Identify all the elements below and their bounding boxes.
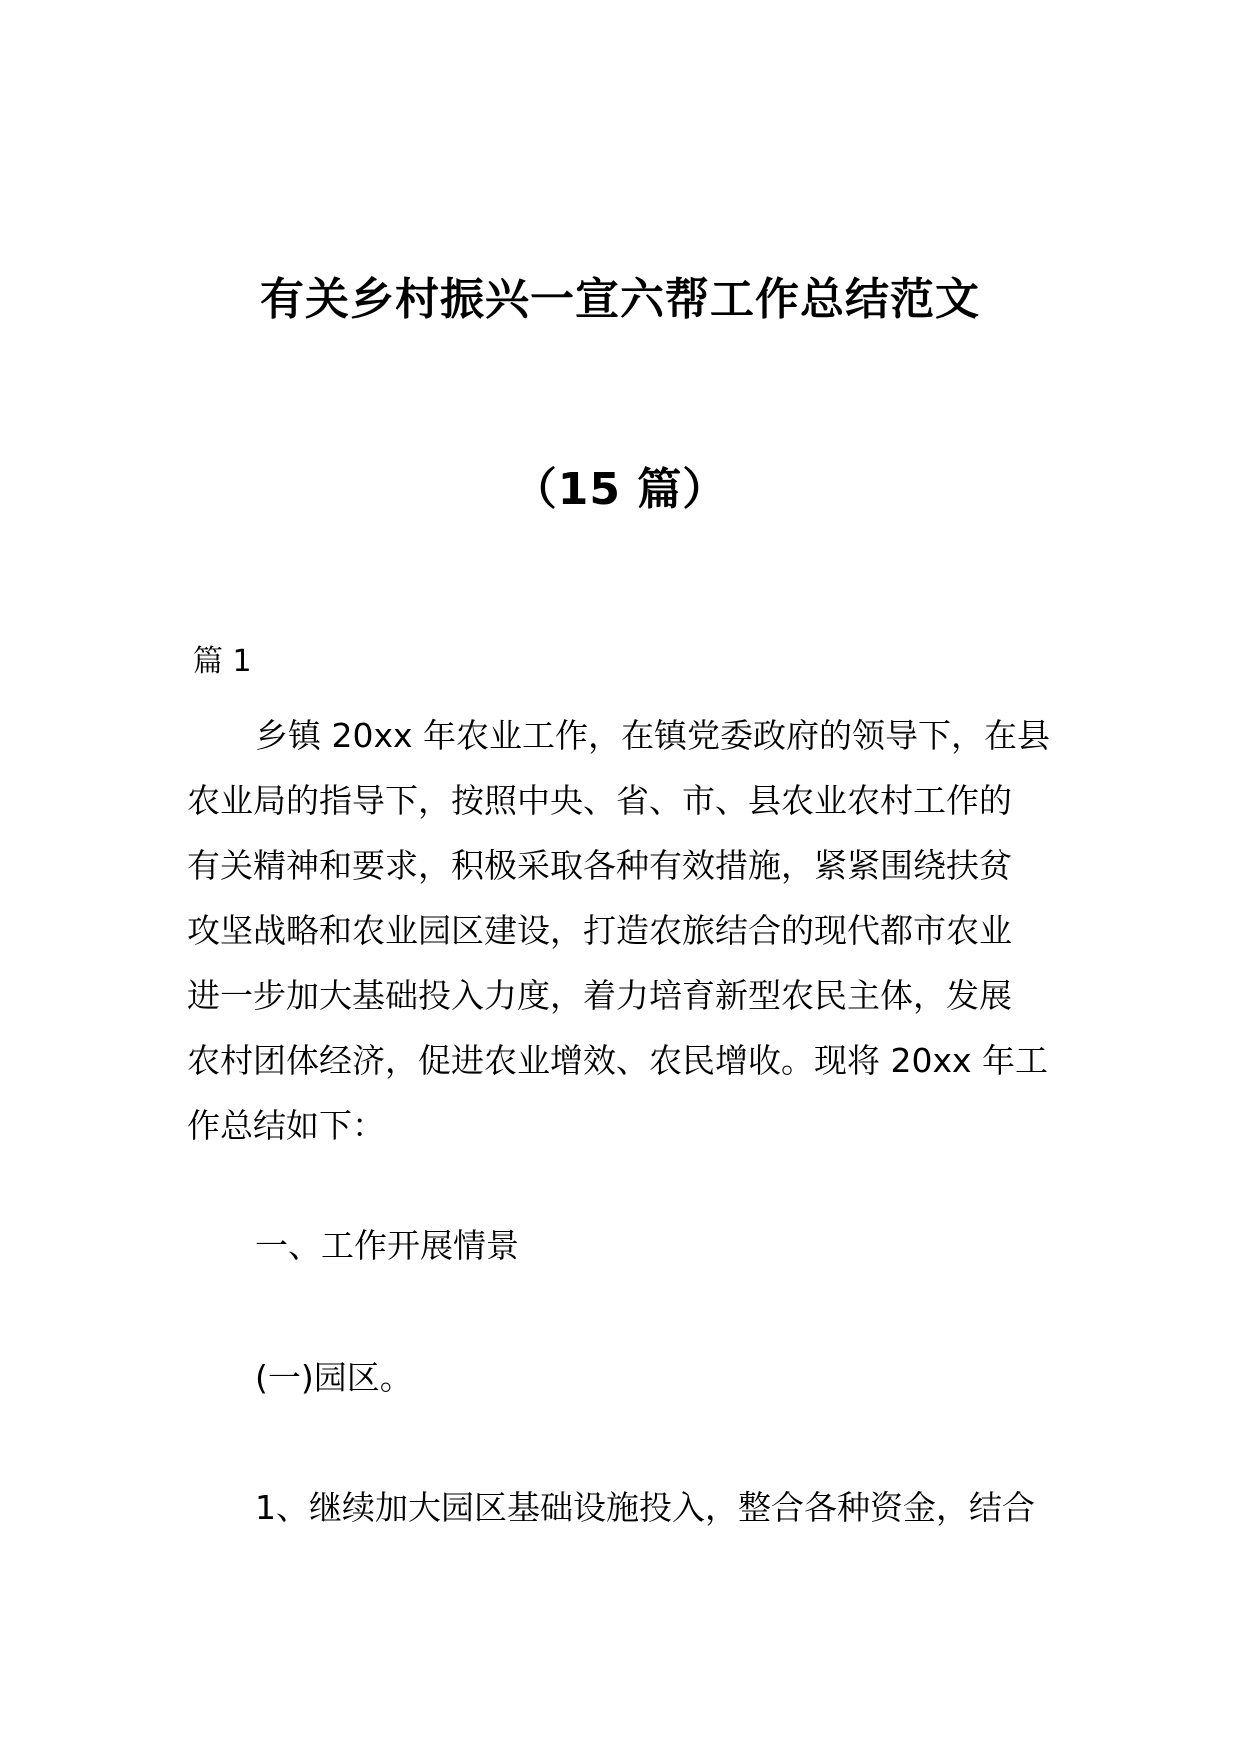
paragraph-line: 农业局的指导下，按照中央、省、市、县农业农村工作的	[187, 781, 1012, 820]
body-paragraph	[187, 703, 1057, 1158]
paragraph-line: 农村团体经济，促进农业增效、农民增收。现将 20xx 年工	[187, 1041, 1049, 1080]
section-label: 篇 1	[193, 644, 252, 679]
paragraph-line: 乡镇 20xx 年农业工作，在镇党委政府的领导下，在县	[255, 716, 1051, 755]
paragraph-line: 作总结如下：	[187, 1106, 385, 1145]
list-item: 1、继续加大园区基础设施投入，整合各种资金，结合	[255, 1488, 1035, 1527]
paragraph-line: 有关精神和要求，积极采取各种有效措施，紧紧围绕扶贫	[187, 846, 1012, 885]
paragraph-line: 进一步加大基础投入力度，着力培育新型农民主体，发展	[187, 976, 1012, 1015]
subsection-heading: (一)园区。	[255, 1358, 413, 1397]
section-heading: 一、工作开展情景	[255, 1226, 519, 1265]
paragraph-line: 攻坚战略和农业园区建设，打造农旅结合的现代都市农业	[187, 911, 1012, 950]
document-subtitle: （15 篇）	[512, 464, 728, 515]
document-title: 有关乡村振兴一宣六帮工作总结范文	[260, 274, 980, 325]
